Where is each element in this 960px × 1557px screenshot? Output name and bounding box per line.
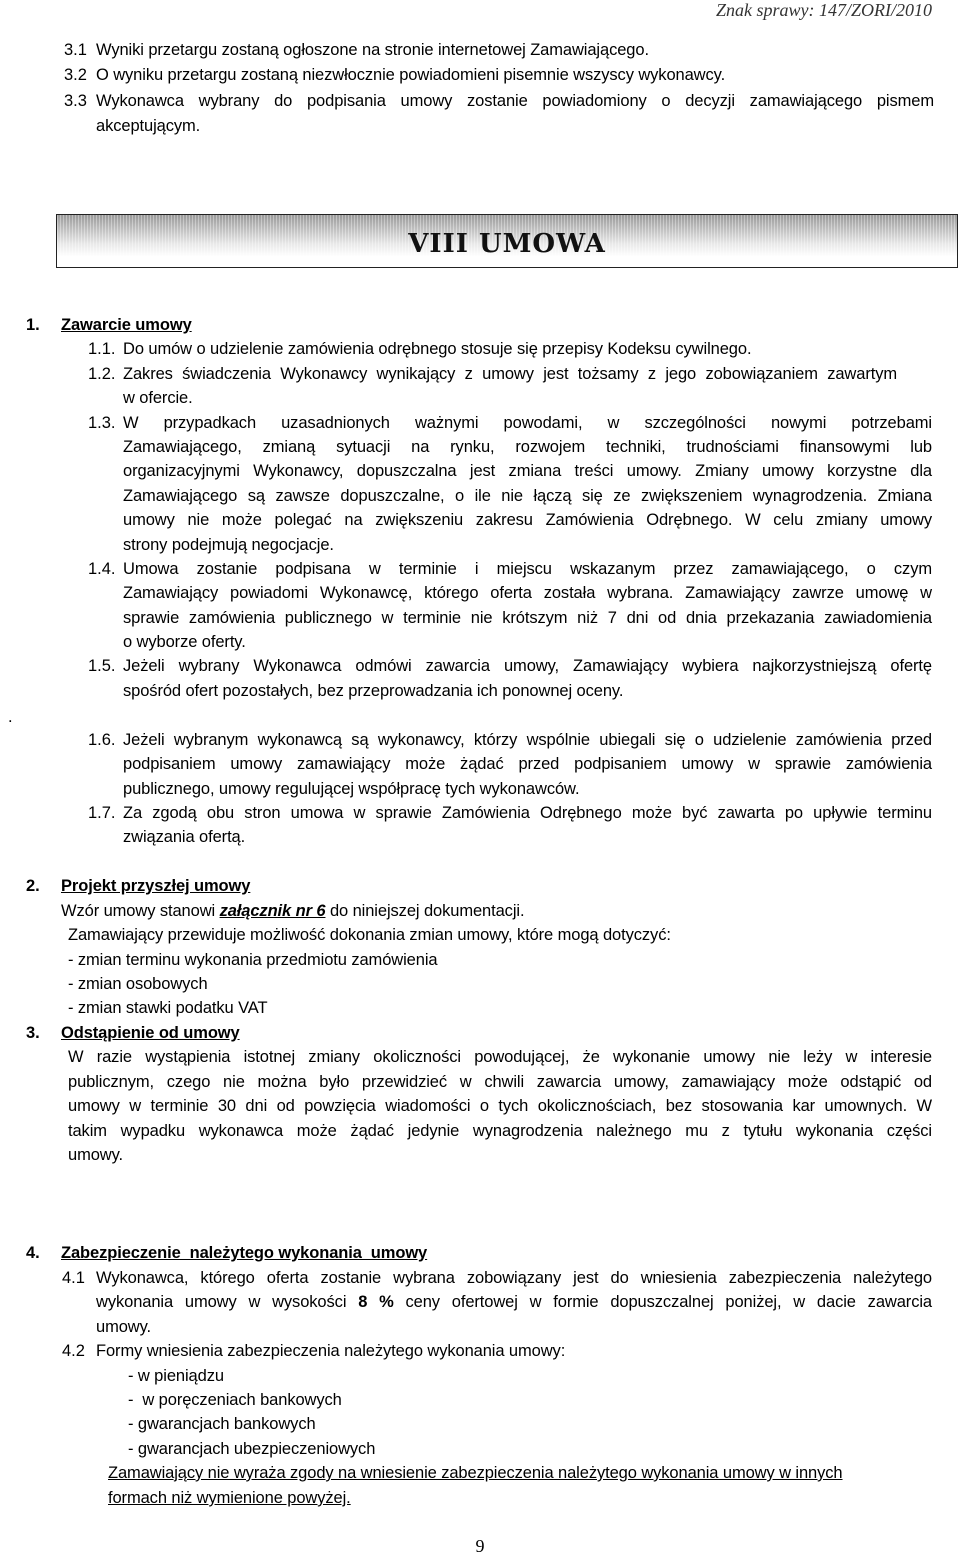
item-1-3-line: Zamawiającego są zawsze dopuszczalne, o ile nie łączą się ze zwiększeniem wynagrodzenia. Zmiana <box>123 487 932 505</box>
attachment-text-post: do niniejszej dokumentacji. <box>325 902 525 920</box>
intro-3-1-text: Wyniki przetargu zostaną ogłoszone na stronie internetowej Zamawiającego. <box>96 41 649 59</box>
item-1-4-line: sprawie zamówienia publicznego w terminie nie krótszym niż 7 dni od dnia przekazania zawiadomienia <box>123 609 932 627</box>
intro-3-3-number: 3.3 <box>64 92 87 110</box>
item-4-1-number: 4.1 <box>62 1269 85 1287</box>
item-1-5-line: Jeżeli wybrany Wykonawca odmówi zawarcia umowy, Zamawiający wybiera najkorzystniejszą ofertę <box>123 657 932 675</box>
item-1-4-line: Zamawiający powiadomi Wykonawcę, którego oferta została wybrana. Zamawiający zawrze umowę w <box>123 584 932 602</box>
section-3-line: umowy. <box>68 1146 124 1164</box>
change-item: - zmian terminu wykonania przedmiotu zamówienia <box>68 951 438 969</box>
section-3-line: W razie wystąpienia istotnej zmiany okoliczności powodującej, że wykonanie umowy nie leży w interesie <box>68 1048 932 1066</box>
item-1-3-line: W przypadkach uzasadnionych ważnymi powodami, w szczególności nowymi potrzebami <box>123 414 932 432</box>
intro-3-1-number: 3.1 <box>64 41 87 59</box>
section-banner <box>56 214 958 268</box>
item-1-6-line: Jeżeli wybranym wykonawcą są wykonawcy, którzy wspólnie ubiegali się o udzielenie zamówienia przed <box>123 731 932 749</box>
item-4-1-line: Wykonawca, którego oferta zostanie wybrana zobowiązany jest do wniesienia zabezpieczenia należytego <box>96 1269 932 1287</box>
stray-dot: . <box>8 708 13 726</box>
intro-3-3-line: Wykonawca wybrany do podpisania umowy zostanie powiadomiony o decyzji zamawiającego pismem <box>96 92 934 110</box>
item-1-1-line: Do umów o udzielenie zamówienia odrębnego stosuje się przepisy Kodeksu cywilnego. <box>123 340 752 358</box>
amount-text-post: ceny ofertowej w formie dopuszczalnej poniżej, w dacie zawarcia <box>393 1293 932 1311</box>
section-3-line: takim wypadku wykonawca może żądać jedynie wynagrodzenia należnego mu z tytułu wykonania części <box>68 1122 932 1140</box>
section-2-line <box>61 901 524 921</box>
banner-title: VIII UMOWA <box>408 229 606 259</box>
section-3-line: umowy w terminie 30 dni od powzięcia wiadomości o tych okolicznościach, bez stosowania kar umownych. W <box>68 1097 932 1115</box>
section-1-number: 1. <box>26 316 40 334</box>
section-4-title: Zabezpieczenie należytego wykonania umowy <box>61 1244 428 1262</box>
item-1-3-line: strony podejmują negocjacje. <box>123 536 334 554</box>
section-2-title: Projekt przyszłej umowy <box>61 877 251 895</box>
attachment-text-pre: Wzór umowy stanowi <box>61 902 220 920</box>
section-3-number: 3. <box>26 1024 40 1042</box>
case-reference: Znak sprawy: 147/ZORI/2010 <box>716 0 932 20</box>
item-1-2-line: Zakres świadczenia Wykonawcy wynikający z umowy jest tożsamy z jego zobowiązaniem zawartym <box>123 365 897 383</box>
item-1-3-number: 1.3. <box>88 414 116 432</box>
item-4-1-line <box>96 1292 932 1312</box>
item-1-5-number: 1.5. <box>88 657 116 675</box>
item-1-1-number: 1.1. <box>88 340 116 358</box>
item-1-5-line: spośród ofert pozostałych, bez przeprowadzania ich ponownej oceny. <box>123 682 624 700</box>
item-1-6-line: publicznego, umowy regulującej współpracę tych wykonawców. <box>123 780 580 798</box>
section-1-title: Zawarcie umowy <box>61 316 192 334</box>
item-1-2-line: w ofercie. <box>123 389 193 407</box>
item-1-7-line: Za zgodą obu stron umowa w sprawie Zamówienia Odrębnego może być zawarta po upływie terminu <box>123 804 932 822</box>
item-1-3-line: umowy nie może polegać na zwiększeniu zakresu Zamówienia Odrębnego. W celu zmiany umowy <box>123 511 932 529</box>
item-1-4-line: Umowa zostanie podpisana w terminie i miejscu wskazanym przez zamawiającego, o czym <box>123 560 932 578</box>
section-3-line: publicznym, czego nie można było przewidzieć w chwili zawarcia umowy, zamawiający może odstąpić od <box>68 1073 932 1091</box>
section-4-number: 4. <box>26 1244 40 1262</box>
section-2-line: Zamawiający przewiduje możliwość dokonania zmian umowy, które mogą dotyczyć: <box>68 926 671 944</box>
item-1-6-number: 1.6. <box>88 731 116 749</box>
change-item: - zmian osobowych <box>68 975 208 993</box>
item-4-2-number: 4.2 <box>62 1342 85 1360</box>
item-1-7-number: 1.7. <box>88 804 116 822</box>
item-1-3-line: organizacyjnymi Wykonawcy, dopuszczalna jest zmiana treści umowy. Zmiany umowy korzystne dla <box>123 462 932 480</box>
section-3-title: Odstąpienie od umowy <box>61 1024 240 1042</box>
security-form-item: - gwarancjach ubezpieczeniowych <box>128 1440 376 1458</box>
item-1-2-number: 1.2. <box>88 365 116 383</box>
security-form-item: - w pieniądzu <box>128 1367 224 1385</box>
security-percentage: 8 % <box>358 1293 394 1311</box>
item-1-4-number: 1.4. <box>88 560 116 578</box>
attachment-reference: załącznik nr 6 <box>219 902 326 920</box>
item-1-4-line: o wyborze oferty. <box>123 633 246 651</box>
item-4-2-line: Formy wniesienia zabezpieczenia należytego wykonania umowy: <box>96 1342 566 1360</box>
security-form-item: - gwarancjach bankowych <box>128 1415 316 1433</box>
item-4-1-line: umowy. <box>96 1318 152 1336</box>
item-1-6-line: podpisaniem umowy zamawiający może żądać przed podpisaniem umowy w sprawie zamówienia <box>123 755 932 773</box>
security-note-line: Zamawiający nie wyraża zgody na wniesienie zabezpieczenia należytego wykonania umowy w innych <box>108 1464 843 1482</box>
intro-3-3-line: akceptującym. <box>96 117 201 135</box>
amount-text-pre: wykonania umowy w wysokości <box>96 1293 359 1311</box>
page-number: 9 <box>475 1536 485 1556</box>
intro-3-2-number: 3.2 <box>64 66 87 84</box>
item-1-3-line: Zamawiającego, zmianą sytuacji na rynku, rozwojem techniki, trudnościami finansowymi lub <box>123 438 932 456</box>
item-1-7-line: związania ofertą. <box>123 828 246 846</box>
security-form-item: - w poręczeniach bankowych <box>128 1391 342 1409</box>
section-2-number: 2. <box>26 877 40 895</box>
change-item: - zmian stawki podatku VAT <box>68 999 268 1017</box>
security-note-line: formach niż wymienione powyżej. <box>108 1489 351 1507</box>
intro-3-2-text: O wyniku przetargu zostaną niezwłocznie powiadomieni pisemnie wszyscy wykonawcy. <box>96 66 726 84</box>
